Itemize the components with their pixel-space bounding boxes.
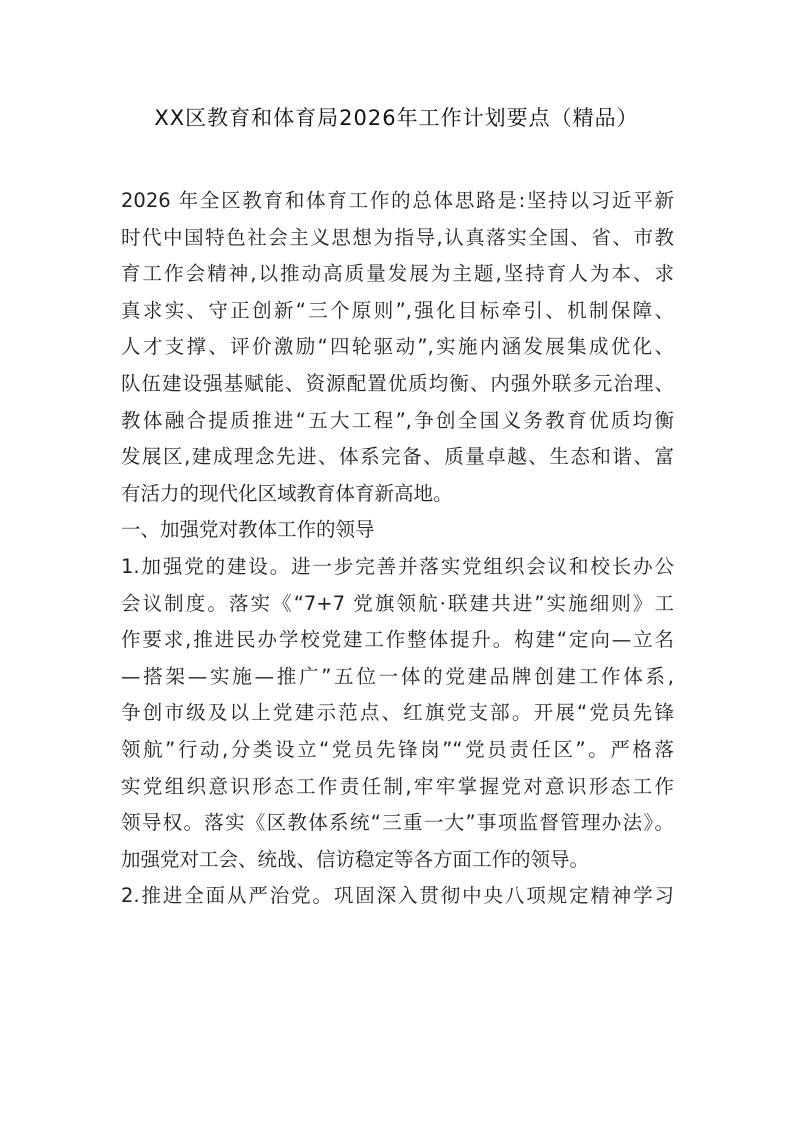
paragraph-line: 领导权。落实《区教体系统“三重一大”事项监督管理办法》。 — [121, 811, 674, 835]
document-body — [121, 183, 674, 915]
paragraph-line: 时代中国特色社会主义思想为指导,认真落实全国、省、市教 — [121, 225, 674, 249]
paragraph-line: 真求实、守正创新“三个原则”,强化目标牵引、机制保障、 — [121, 298, 674, 322]
document-title — [0, 100, 793, 136]
paragraph-line: 会议制度。落实《“7+7 党旗领航·联建共进”实施细则》工 — [121, 591, 674, 615]
paragraph-line: 有活力的现代化区域教育体育新高地。 — [121, 481, 453, 505]
paragraph-line: 人才支撑、评价激励“四轮驱动”,实施内涵发展集成优化、 — [121, 335, 674, 359]
paragraph-line: 2026 年全区教育和体育工作的总体思路是:坚持以习近平新 — [121, 189, 674, 212]
paragraph-line: 教体融合提质推进“五大工程”,争创全国义务教育优质均衡 — [121, 408, 674, 432]
paragraph-line: 队伍建设强基赋能、资源配置优质均衡、内强外联多元治理、 — [121, 371, 674, 395]
paragraph-line: —搭架—实施—推广”五位一体的党建品牌创建工作体系, — [121, 664, 674, 688]
paragraph-line: 争创市级及以上党建示范点、红旗党支部。开展“党员先锋 — [121, 701, 674, 725]
section-heading: 一、加强党对教体工作的领导 — [121, 518, 375, 542]
paragraph-line: 实党组织意识形态工作责任制,牢牢掌握党对意识形态工作 — [121, 774, 674, 798]
paragraph-line: 育工作会精神,以推动高质量发展为主题,坚持育人为本、求 — [121, 262, 674, 286]
paragraph-line: 领航”行动,分类设立“党员先锋岗”“党员责任区”。严格落 — [121, 737, 674, 761]
paragraph-line: 加强党对工会、统战、信访稳定等各方面工作的领导。 — [121, 847, 590, 871]
paragraph-line: 作要求,推进民办学校党建工作整体提升。构建“定向—立名 — [121, 628, 674, 652]
paragraph-line: 发展区,建成理念先进、体系完备、质量卓越、生态和谐、富 — [121, 445, 674, 469]
paragraph-line: 2.推进全面从严治党。巩固深入贯彻中央八项规定精神学习 — [121, 884, 674, 908]
document-title-text: XX区教育和体育局2026年工作计划要点（精品） — [154, 106, 639, 130]
paragraph-line: 1.加强党的建设。进一步完善并落实党组织会议和校长办公 — [121, 554, 674, 578]
